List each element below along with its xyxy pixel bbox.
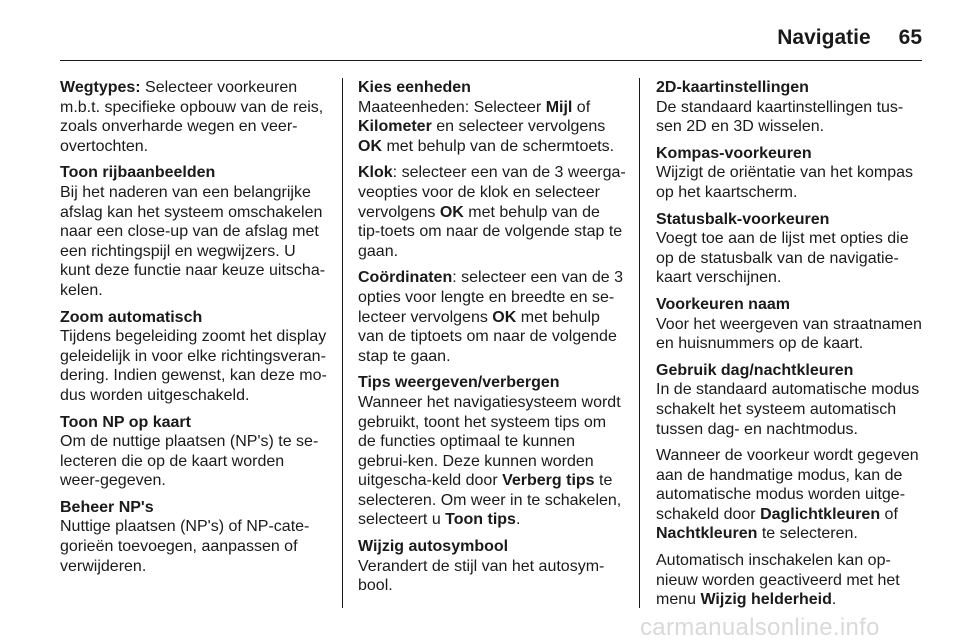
section-2d-kaart: [656, 78, 922, 137]
section-text: Tijdens begeleiding zoomt het display geleidelijk in voor elke richtingsveran-dering. Indien gewenst, kan deze mo-dus worden uitgeschakeld.: [60, 328, 327, 404]
section-heading: Gebruik dag/nachtkleuren: [656, 361, 854, 379]
option-ok: OK: [358, 137, 382, 155]
section-heading: Toon NP op kaart: [60, 413, 191, 431]
wegtypes-label: Wegtypes:: [60, 79, 141, 96]
paragraph: Wanneer de voorkeur wordt gegeven aan de handmatige modus, kan de automatische modus worden uitge-schakeld door Daglichtkleuren of Nachtkleuren te selecteren.: [656, 447, 919, 543]
section-heading: Wijzig autosymbool: [358, 538, 509, 556]
section-heading: Tips weergeven/verbergen: [358, 374, 560, 392]
paragraph: In de standaard automatische modus schakelt het systeem automatisch tussen dag- en nachtmodus.: [656, 381, 920, 438]
column-3: [656, 78, 922, 617]
section-heading: Kompas-voorkeuren: [656, 144, 812, 162]
section-coordinaten: Coördinaten: selecteer een van de 3 opties voor lengte en breedte en se-lecteer vervolgens OK met behulp van de tiptoets om naar de volgende stap te gaan.: [358, 269, 623, 365]
section-rijbaanbeelden: [60, 163, 328, 300]
section-text: Verandert de stijl van het autosym-bool.: [358, 557, 605, 595]
section-toon-np: [60, 413, 328, 491]
page-title: Navigatie: [777, 26, 871, 49]
section-text: De standaard kaartinstellingen tus-sen 2D en 3D wisselen.: [656, 98, 904, 136]
page-number: 65: [898, 26, 922, 49]
section-heading: Toon rijbaanbeelden: [60, 164, 216, 182]
section-autosymbool: [358, 537, 626, 596]
section-heading: 2D-kaartinstellingen: [656, 79, 809, 96]
section-statusbalk: [656, 210, 922, 288]
klok-label: Klok: [358, 164, 393, 182]
coordinaten-label: Coördinaten: [358, 269, 453, 287]
section-text: Voor het weergeven van straatnamen en huisnummers op de kaart.: [656, 315, 922, 353]
header-rule: [60, 60, 922, 61]
page-header: [60, 18, 922, 58]
wegtypes-text: Selecteer voorkeuren m.b.t. specifieke opbouw van de reis, zoals onverharde wegen en veer-overtochten.: [60, 79, 324, 155]
section-text: Wijzigt de oriëntatie van het kompas op het kaartscherm.: [656, 164, 914, 201]
section-text: Nuttige plaatsen (NP's) of NP-cate-gorieën toevoegen, aanpassen of verwijderen.: [60, 518, 310, 575]
column-1: [60, 78, 328, 583]
section-naam: [656, 295, 922, 354]
column-divider-2: [639, 78, 640, 608]
option-mijl: Mijl: [545, 98, 573, 116]
section-dag-nacht: [656, 361, 922, 610]
section-kompas: [656, 144, 922, 203]
paragraph: Automatisch inschakelen kan op-nieuw worden geactiveerd met het menu Wijzig helderheid.: [656, 552, 900, 609]
section-text: Voegt toe aan de lijst met opties die op de statusbalk van de navigatie-kaart verschijnen.: [656, 230, 909, 287]
section-heading: Zoom automatisch: [60, 308, 203, 326]
section-heading: Voorkeuren naam: [656, 295, 790, 313]
section-heading: Statusbalk-voorkeuren: [656, 210, 830, 228]
watermark: carmanualsonline.info: [640, 614, 880, 641]
column-divider-1: [342, 78, 343, 608]
section-tips: Tips weergeven/verbergen Wanneer het navigatiesysteem wordt gebruikt, toont het systeem tips om de functies optimaal te kunnen gebrui-ken. Deze kunnen worden uitgescha-keld door Verberg tips te selecteren. Om weer in te schakelen, selecteert u Toon tips.: [358, 373, 626, 530]
option-kilometer: Kilometer: [358, 118, 432, 136]
section-wegtypes: [60, 78, 328, 156]
column-2: [358, 78, 626, 603]
section-heading: Beheer NP's: [60, 498, 154, 516]
section-eenheden: Kies eenheden Maateenheden: Selecteer Mijl of Kilometer en selecteer vervolgens OK met behulp van de schermtoets.: [358, 78, 626, 156]
section-text: Bij het naderen van een belangrijke afslag kan het systeem omschakelen naar een close-up van de afslag met een richtingspijl en wegwijzers. U kunt deze functie naar keuze uitscha-kelen.: [60, 183, 326, 299]
section-text: Om de nuttige plaatsen (NP's) te se-lecteren die op de kaart worden weer-gegeven.: [60, 433, 319, 490]
section-klok: Klok: selecteer een van de 3 weerga-veopties voor de klok en selecteer vervolgens OK met behulp van de tip-toets om naar de volgende stap te gaan.: [358, 164, 626, 260]
section-beheer-np: [60, 498, 328, 576]
section-heading: Kies eenheden: [358, 79, 471, 96]
section-zoom: [60, 308, 328, 406]
